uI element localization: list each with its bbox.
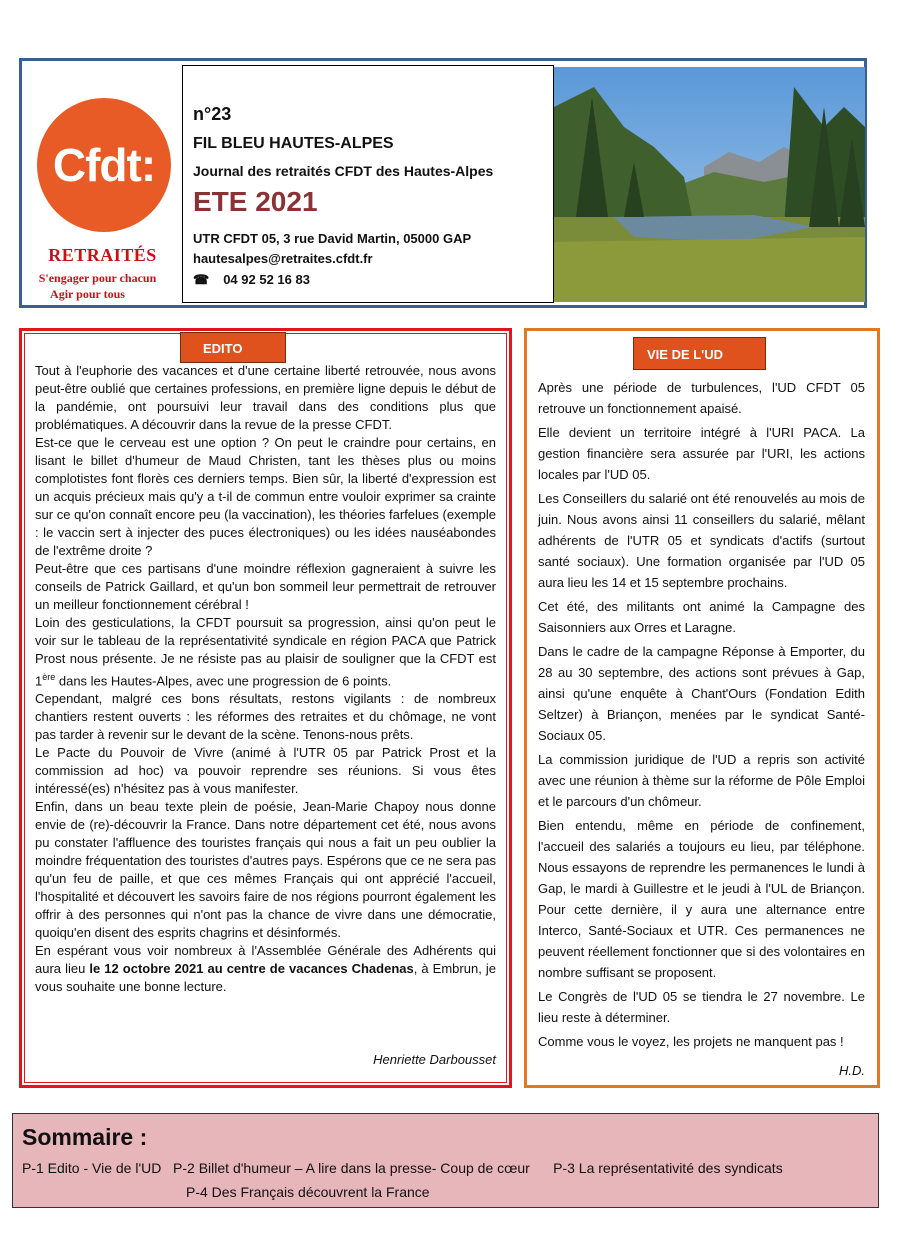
vie-ud-paragraph: Après une période de turbulences, l'UD CFDT 05 retrouve un fonctionnement apaisé. <box>538 380 865 416</box>
edito-body <box>35 362 496 996</box>
vie-ud-paragraph: Dans le cadre de la campagne Réponse à Emporter, du 28 au 30 septembre, des actions sont prévues à Gap, ainsi qu'une enquête à Chant'Ours (Fondation Edith Seltzer) à Briançon, menées par le syndicat Santé-Sociaux 05. <box>538 644 865 743</box>
masthead-box <box>182 65 554 303</box>
vie-ud-paragraph: Le Congrès de l'UD 05 se tiendra le 27 novembre. Le lieu reste à déterminer. <box>538 989 865 1025</box>
sommaire-line-2 <box>186 1184 430 1200</box>
journal-name: FIL BLEU HAUTES-ALPES <box>193 135 394 152</box>
vie-ud-heading: VIE DE L'UD <box>633 337 766 370</box>
sommaire-item[interactable]: P-2 Billet d'humeur – A lire dans la presse- Coup de cœur <box>173 1160 530 1176</box>
vie-ud-paragraph: La commission juridique de l'UD a repris son activité avec une réunion à thème sur la réforme de Pôle Emploi et le parcours d'un chômeur. <box>538 752 865 809</box>
logo-tagline-2: Agir pour tous <box>50 287 125 301</box>
vie-ud-paragraph: Les Conseillers du salarié ont été renouvelés au mois de juin. Nous avons ainsi 11 conseillers du salarié, mêlant adhérents de l'UTR 05 et syndicats d'actifs (surtout santé sociaux). Une formation organisée par l'UD 05 aura lieu les 14 et 15 septembre prochains. <box>538 491 865 590</box>
sommaire-title: Sommaire : <box>22 1124 148 1150</box>
edito-paragraph: Le Pacte du Pouvoir de Vivre (animé à l'UTR 05 par Patrick Prost et la commission ad hoc) va pouvoir reprendre ses réunions. Si vous êtes intéressé(es) n'hésitez pas à vous manifester. <box>35 745 496 797</box>
email[interactable]: hautesalpes@retraites.cfdt.fr <box>193 251 373 266</box>
sommaire-item[interactable]: P-4 Des Français découvrent la France <box>186 1184 430 1200</box>
edito-paragraph: Enfin, dans un beau texte plein de poésie, Jean-Marie Chapoy nous donne envie de (re)-découvrir la France. Dans notre département cet été, nous avons pu constater l'affluence des touristes français qui nous a fait un peu oublier la moindre fréquentation des touristes d'autres pays. Espérons que ce ne sera pas qu'un feu de paille, et que ces mêmes Français qui ont apprécié l'accueil, l'hospitalité et découvert les savoirs faire de nos régions pourront également les offrir à des personnes qui n'ont pas la chance de vivre dans une démocratie, quoiqu'en disent des esprits chagrins et désinformés. <box>35 799 496 941</box>
journal-subtitle: Journal des retraités CFDT des Hautes-Alpes <box>193 163 494 179</box>
logo-wordmark: Cfdt: <box>52 139 156 191</box>
mountain-lake-photo <box>554 67 865 302</box>
sommaire-line-1 <box>22 1160 783 1176</box>
edito-paragraph: Peut-être que ces partisans d'une moindre réflexion gagneraient à suivre les conseils de Patrick Gaillard, et qu'un bon sommeil leur permettrait de retrouver un meilleur fonctionnement cérébral ! <box>35 561 496 612</box>
edito-paragraph: Loin des gesticulations, la CFDT poursuit sa progression, ainsi qu'on peut le voir sur le tableau de la représentativité syndicale en région PACA que Patrick Prost nous présente. Je ne résiste pas au plaisir de souligner que la CFDT est 1ère dans les Hautes-Alpes, avec une progression de 6 points. <box>35 615 496 689</box>
edito-paragraph: Est-ce que le cerveau est une option ? On peut le craindre pour certains, en lisant le billet d'humeur de Maud Christen, tant les thèses plus ou moins complotistes font florès ces derniers temps. Bien sûr, la liberté d'expression est un acquis précieux mais qu'y a t-il de commun entre vouloir exprimer sa crainte sur ce qu'on connaît encore peu (la vaccination), les théories farfelues (exemple : le vaccin sert à injecter des puces électroniques) ou les idées nauséabondes de l'extrême droite ? <box>35 435 496 558</box>
vie-ud-paragraph: Cet été, des militants ont animé la Campagne des Saisonniers aux Orres et Laragne. <box>538 599 865 635</box>
edito-heading: EDITO <box>180 332 286 363</box>
phone-number: 04 92 52 16 83 <box>223 272 310 287</box>
vie-ud-body <box>538 377 865 1055</box>
phone-line <box>193 272 310 288</box>
logo-tagline-1: S'engager pour chacun <box>38 271 157 285</box>
season-title: ETE 2021 <box>193 186 318 217</box>
logo-name: RETRAITÉS <box>48 245 157 265</box>
issue-number: n°23 <box>193 104 232 124</box>
sommaire-item[interactable]: P-1 Edito - Vie de l'UD <box>22 1160 162 1176</box>
vie-ud-paragraph: Comme vous le voyez, les projets ne manquent pas ! <box>538 1034 844 1049</box>
edito-paragraph: En espérant vous voir nombreux à l'Assemblée Générale des Adhérents qui aura lieu le 12 octobre 2021 au centre de vacances Chadenas, à Embrun, je vous souhaite une bonne lecture. <box>35 943 496 995</box>
edito-paragraph: Cependant, malgré ces bons résultats, restons vigilants : de nombreux chantiers restent ouverts : les réformes des retraites et du chômage, ne vont pas tarder à revenir sur le devant de la scène. Tenons-nous prêts. <box>35 691 496 743</box>
vie-ud-signature: H.D. <box>839 1063 865 1078</box>
edito-paragraph: Tout à l'euphorie des vacances et d'une certaine liberté retrouvée, nous avons peut-être oublié que certaines professions, en première ligne depuis le début de la pandémie, ont poursuivi leur travail dans des conditions plus que problématiques. A découvrir dans la revue de la presse CFDT. <box>35 363 496 432</box>
sommaire-item[interactable]: P-3 La représentativité des syndicats <box>553 1160 783 1176</box>
address: UTR CFDT 05, 3 rue David Martin, 05000 GAP <box>193 231 472 246</box>
edito-signature: Henriette Darbousset <box>373 1052 496 1067</box>
vie-ud-paragraph: Bien entendu, même en période de confinement, l'accueil des salariés a toujours eu lieu, par téléphone. Nous essayons de reprendre les permanences le lundi à Gap, le mardi à Guillestre et le jeudi à l'UL de Briançon. Pour cette dernière, il y aura une alternance entre Interco, Santé-Sociaux et UTR. Ces permanences ne peuvent réellement fonctionner que si des volontaires en nombre suffisant se proposent. <box>538 818 865 980</box>
vie-ud-paragraph: Elle devient un territoire intégré à l'URI PACA. La gestion financière sera assurée par l'URI, les actions locales par l'UD 05. <box>538 425 865 482</box>
telephone-icon: ☎ <box>193 272 210 287</box>
